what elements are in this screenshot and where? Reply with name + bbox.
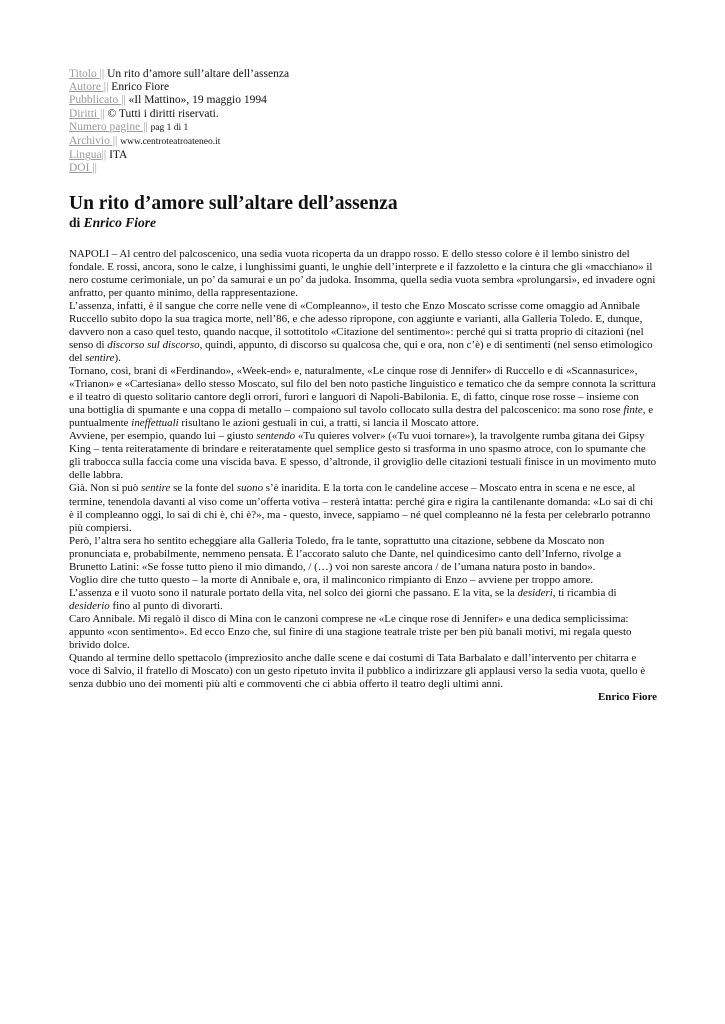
article-paragraph [69,365,657,430]
paragraph-text: risultano le azioni gestuali in cui, a tratti, si lancia il Moscato attore. [178,417,479,430]
metadata-doi-label[interactable]: DOI || [69,162,97,175]
article-paragraph [69,652,657,691]
article-paragraph [69,430,657,482]
paragraph-text: L’assenza, infatti, è il sangue che corre nelle vene di «Compleanno», il testo che Enzo Moscato scrisse come omaggio ad Annibale Ruccello subito dopo la sua tragica morte, nell’86, e che adesso ripropone, con aggiunte e varianti, alla Galleria Toledo. E, dunque, davvero non a caso quel testo, quando nacque, il sottotitolo «Citazione del sentimento»: perché qui si tratta proprio di citazioni (nel senso di [69,299,644,351]
metadata-title-row [69,68,657,81]
paragraph-text: ). [114,352,121,364]
paragraph-text: Avviene, per esempio, quando lui – giusto [69,430,257,443]
document-page [69,68,657,704]
metadata-rights-label[interactable]: Diritti || [69,107,105,120]
emphasis-text: suono [236,482,264,495]
article-paragraph [69,587,657,613]
metadata-author-label[interactable]: Autore || [69,81,109,94]
article-signature: Enrico Fiore [597,691,657,704]
article-body [69,248,657,692]
paragraph-text: Voglio dire che tutto questo – la morte di Annibale e, ora, il malinconico rimpianto di Enzo – avviene per troppo amore. [69,573,594,586]
metadata-rights-row [69,108,657,121]
paragraph-text: L’assenza e il vuoto sono il naturale portato della vita, nel solco dei giorni che passano. E la vita, se la [69,586,518,599]
paragraph-text: fino al punto di divorarti. [109,599,223,612]
metadata-title-label[interactable]: Titolo || [69,68,105,80]
article-byline [69,215,657,231]
emphasis-text: ineffettuali [131,417,179,430]
metadata-title-value: Un rito d’amore sull’altare dell’assenza [107,68,290,80]
metadata-rights-value: © Tutti i diritti riservati. [107,107,219,120]
byline-author: Enrico Fiore [83,214,157,230]
metadata-published-label[interactable]: Pubblicato || [69,94,126,107]
paragraph-text: Quando al termine dello spettacolo (impreziosito anche dalle scene e dai costumi di Tata Barbalato e dall’intervento per chitarra e voce di Salvio, il fratello di Moscato) con un gesto ripetuto invita il pubblico a indirizzare gli applausi verso la sedia vuota, quello è senza dubbio uno dei momenti più alti e commoventi che ci abbia offerto il teatro degli ultimi anni. [69,652,646,691]
metadata-published-value: «Il Mattino», 19 maggio 1994 [128,94,267,107]
metadata-archive-label[interactable]: Archivio || [69,135,118,148]
paragraph-text: Già. Non si può [69,482,142,495]
metadata-published-row [69,94,657,107]
metadata-pages-value: pag 1 di 1 [150,122,189,133]
metadata-language-label[interactable]: Lingua|| [69,149,107,162]
metadata-pages-row [69,121,657,135]
metadata-language-row [69,149,657,162]
article-paragraph [69,574,657,587]
emphasis-text: desideri [517,586,553,599]
paragraph-text: NAPOLI – Al centro del palcoscenico, una sedia vuota ricoperta da un drappo rosso. E dello stesso colore è il lembo sinistro del fondale. E rossi, ancora, sono le calze, i lunghissimi guanti, le unghie dell’interprete e il fazzoletto e la cintura che gli «macchiano» il nero costume cerimoniale, un po’ da samurai e un po’ da judoka. Insomma, quella sedia vuota sembra «prolungarsi», ed invadere ogni anfratto, per quanto minimo, della rappresentazione. [69,247,656,299]
metadata-block [69,68,657,176]
emphasis-text: finte [623,404,643,417]
metadata-archive-value: www.centroteatroateneo.it [120,137,221,148]
paragraph-text: , ti ricambia di [552,586,617,599]
article-paragraph [69,613,657,652]
metadata-language-value: ITA [109,149,128,162]
article-paragraph [69,535,657,574]
paragraph-text: Caro Annibale. Mi regalò il disco di Mina con le canzoni comprese ne «Le cinque rose di Jennifer» e una dedica semplicissima: appunto «con sentimento». Ed ecco Enzo che, sul finire di una stagione teatrale triste per ben più banali motivi, mi regala questo brivido dolce. [69,612,632,652]
article-paragraph [69,300,657,365]
paragraph-text: s’è inaridita. E la torta con le candeline accese – Moscato entra in scena e ne esce, al termine, tenendola davanti al viso come un’offerta votiva – resterà intatta: perché gira e rigira la cantilenante domanda: «Lo sai di chi è il compleanno oggi, lo sai di chi è, chi è?», ma - questo, invece, sappiamo – né quel compleanno né la festa per celebrarlo potranno più compiersi. [69,482,654,534]
paragraph-text: «Tu quieres volver» («Tu vuoi tornare»), la travolgente rumba gitana dei Gipsy King – tenta reiteratamente di brindare e reiteratamente quel semplice gesto si trasforma in uno spasmo atroce, con lo spumante che gli trabocca sulla faccia come una viscida bava. E spesso, d’altronde, il groviglio delle citazioni testuali finisce in un movimento muto delle labbra. [69,430,657,482]
paragraph-text: , e puntualmente [69,404,654,430]
article-title: Un rito d’amore sull’altare dell’assenza [69,192,398,214]
metadata-author-row [69,81,657,94]
paragraph-text: , quindi, appunto, di discorso su qualcosa che, qui e ora, non c’è) e di sentimenti (nel senso etimologico del [69,338,653,364]
emphasis-text: desiderio [69,599,110,612]
emphasis-text: sentire [141,482,171,495]
metadata-author-value: Enrico Fiore [111,81,170,94]
byline-prefix: di [69,214,81,230]
metadata-doi-row [69,162,657,175]
paragraph-text: Però, l’altra sera ho sentito echeggiare alla Galleria Toledo, fra le tante, soprattutto una citazione, sebbene da Moscato non pronunciata e, probabilmente, nemmeno pensata. È l’accorato saluto che Dante, nel quindicesimo canto dell’Inferno, rivolge a Brunetto Latini: «Se fosse tutto pieno il mio dimando, / (…) voi non sareste ancora / de l’umana natura posto in bando». [69,534,622,573]
paragraph-text: Tornano, così, brani di «Ferdinando», «Week-end» e, naturalmente, «Le cinque rose di Jennifer» di Ruccello e di «Scannasurice», «Trianon» e «Cartesiana» dello stesso Moscato, sul filo del ben noto pastiche linguistico e tematico che da sempre connota la scrittura e il teatro di questo solitario cantore degli orrori, furori e languori di Napoli-Babilonia. E, di fatto, cinque rose rosse – insieme con una bottiglia di spumante e una coppa di metallo – compaiono sul tavolo collocato sulla destra del palcoscenico: ma sono rose [69,365,656,417]
paragraph-text: se la fonte del [170,482,237,495]
metadata-archive-row [69,135,657,149]
metadata-pages-label[interactable]: Numero pagine || [69,120,148,133]
emphasis-text: sentire [85,352,115,364]
article-paragraph [69,482,657,534]
article-paragraph [69,248,657,300]
emphasis-text: sentendo [256,430,296,443]
emphasis-text: discorso sul discorso [107,338,200,351]
